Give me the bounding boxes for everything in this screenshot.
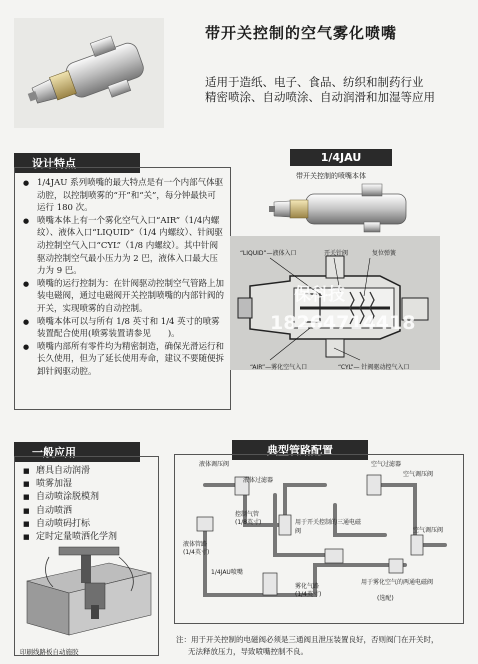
feature-item: ● 喷嘴本体可以与所有 1/8 英寸和 1/4 英寸的喷雾装置配合使用(喷雾装置请参见 )。 — [23, 316, 224, 341]
applications-line-2: 精密喷涂、自动喷涂、自动润滑和加湿等应用 — [205, 90, 435, 104]
applications-line-1: 适用于造纸、电子、食品、纺织和制药行业 — [205, 75, 424, 89]
label-air: “AIR”—雾化空气入口 — [250, 364, 308, 371]
feature-item: ● 1/4JAU 系列喷嘴的最大特点是有一个内部气体驱动腔，以控制喷雾的“开”和“关”，每分钟最快可运行 180 次。 — [23, 177, 224, 215]
general-applications-heading: 一般应用 — [14, 442, 140, 462]
piping-heading: 典型管路配置 — [232, 440, 368, 460]
label-liquid-filter: 液体过滤器 — [243, 477, 274, 484]
application-item: ■ 喷雾加湿 — [23, 478, 117, 491]
label-spring: 复位弹簧 — [372, 250, 397, 257]
application-item: ■ 自动喷洒 — [23, 505, 117, 518]
watermark-text: 保科技 — [294, 285, 345, 305]
label-air-filter: 空气过滤器 — [371, 461, 402, 468]
nozzle-photo — [14, 18, 164, 128]
application-item: ■ 定时定量喷洒化学剂 — [23, 531, 117, 544]
application-item: ■ 自动喷涂脱模剂 — [23, 491, 117, 504]
label-switch-needle: 开关针阀 — [324, 250, 349, 257]
label-liquid: “LIQUID”—液体入口 — [240, 250, 297, 257]
application-item: ■ 磨具自动润滑 — [23, 465, 117, 478]
machine-illustration — [19, 543, 155, 643]
feature-item: ● 喷嘴内部所有零件均为精密制造，确保光滑运行和长久使用，但为了延长使用寿命，建议不要随便拆卸针阀驱动腔。 — [23, 341, 224, 379]
nozzle-photo-image — [14, 18, 164, 128]
label-cyl: “CYL”— 针阀驱动控气入口 — [338, 364, 410, 371]
application-item: ■ 自动喷码打标 — [23, 518, 117, 531]
page-title: 带开关控制的空气雾化喷嘴 — [205, 24, 398, 42]
label-air-pressure-reg: 空气调压阀 — [403, 471, 434, 478]
label-atomize-air: 雾化气路 — [295, 583, 320, 590]
applications-list — [23, 465, 117, 544]
label-atomize-valve: 用于雾化空气的两通电磁阀 — [361, 579, 434, 586]
feature-item: ● 喷嘴的运行控制为：在针阀驱动控制空气管路上加装电磁阀，通过电磁阀开关控制喷嘴的内部针阀的开关，实现喷雾的自动控制。 — [23, 278, 224, 316]
cutaway-diagram — [230, 236, 440, 370]
label-liquid-pressure-reg: 液体调压阀 — [199, 461, 230, 468]
feature-item: ● 喷嘴本体上有一个雾化空气入口“AIR”（1/4内螺纹）、液体入口“LIQUID”（1/4 内螺纹）、针阀驱动控制空气入口“CYL”（1/8 内螺纹）。其中针阀驱动控制空气最小压力为 2 巴，液体入口最大压力为 9 巴。 — [23, 215, 224, 278]
label-solenoid: 用于开关控制的三通电磁阀 — [295, 519, 362, 535]
product-caption: 带开关控制的喷嘴本体 — [296, 172, 366, 180]
applications-text — [205, 75, 435, 105]
piping-note-line-2: 无法释放压力，导致喷嘴控制不良。 — [188, 647, 308, 656]
watermark-phone: 18264714418 — [270, 312, 416, 334]
label-air-pressure-reg-2: 空气调压阀 — [413, 527, 444, 534]
machine-caption: 印刷线路板自动施胶 — [20, 648, 79, 656]
label-atomize-valve-note: (选配) — [377, 595, 394, 602]
piping-note-line-1: 注：用于开关控制的电磁阀必须是三通阀且泄压装置良好，否则阀门在开关时， — [176, 635, 439, 644]
piping-box — [174, 454, 464, 624]
label-liquid-pipe-size: (1/4英寸) — [183, 549, 210, 556]
product-heading: 1/4JAU — [290, 149, 392, 166]
label-control-air-pipe: 控制气管 — [235, 511, 260, 518]
product-side-view — [266, 180, 416, 236]
label-atomize-air-size: (1/4英寸) — [295, 591, 322, 598]
label-control-air-pipe-size: (1/8英寸) — [235, 519, 262, 526]
label-nozzle: 1/4JAU喷嘴 — [211, 569, 243, 576]
piping-note — [176, 634, 439, 658]
design-features-heading: 设计特点 — [14, 153, 140, 173]
design-features-box — [14, 167, 231, 410]
general-applications-box — [14, 456, 159, 656]
label-liquid-pipe: 液体管路 — [183, 541, 208, 548]
design-features-list — [23, 177, 224, 379]
